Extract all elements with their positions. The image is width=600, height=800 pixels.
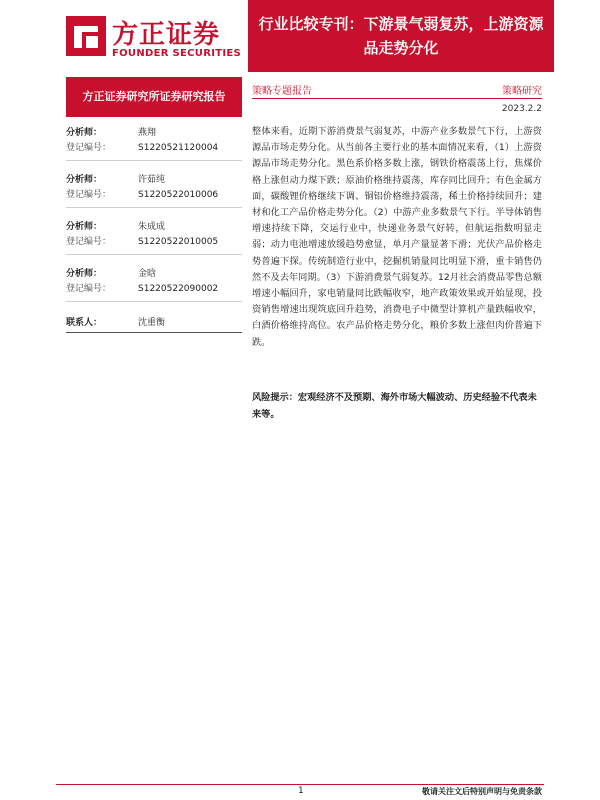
divider xyxy=(252,98,542,99)
analyst-role-label: 分析师： xyxy=(66,175,103,185)
summary-paragraph: 整体来看，近期下游消费景气弱复苏，中游产业多数景气下行，上游资源品市场走势分化。从当前各主要行业的基本面情况来看，（1）上游资源品市场走势分化。黑色系价格多数上涨，钢铁价格震荡上行，焦煤价格上涨但动力煤下跌；原油价格维持震荡，库存同比回升；有色金属方面，碳酸锂价格继续下调、铜铝价格维持震荡，稀土价格持续回升；建材和化工产品价格走势分化。（2）中游产业多数景气下行。半导体销售增速持续下降，交运行业中，快递业务景气好转，但航运指数明显走弱；动力电池增速放缓趋势愈显，单月产量显著下滑；光伏产品价格走势普遍下探。传统制造行业中，挖掘机销量同比明显下滑，重卡销售仍然不及去年同期。（3）下游消费景气弱复苏。12月社会消费品零售总额增速小幅回升，家电销量同比跌幅收窄，地产政策效果或开始显现，投资销售增速出现筑底回升趋势，消费电子中微型计算机产量跌幅收窄，白酒价格维持高位。农产品价格走势分化，粮价多数上涨但肉价普遍下跌。 xyxy=(252,126,542,348)
contact-row xyxy=(66,316,242,332)
analyst-role-label: 分析师： xyxy=(66,269,103,279)
registration-label: 登记编号： xyxy=(66,143,112,153)
analyst-block xyxy=(66,267,242,302)
logo-name-cn: 方正证券 xyxy=(112,20,221,50)
registration-number: S1220522010006 xyxy=(138,190,219,200)
analyst-role-label: 分析师： xyxy=(66,222,103,232)
divider xyxy=(66,332,242,333)
report-title-line-1: 行业比较专刊：下游景气弱复苏，上游资源 xyxy=(258,15,544,33)
registration-number: S1220521120004 xyxy=(138,143,219,153)
registration-number: S1220522090002 xyxy=(138,284,219,294)
footer-divider xyxy=(56,784,544,785)
risk-warning: 风险提示：宏观经济不及预期、海外市场大幅波动、历史经验不代表未来等。 xyxy=(252,392,537,420)
analyst-role-label: 分析师： xyxy=(66,128,103,138)
registration-number: S1220522010005 xyxy=(138,237,219,247)
analyst-block xyxy=(66,126,242,161)
page-number: 1 xyxy=(298,786,304,796)
report-category: 策略研究 xyxy=(502,86,542,97)
divider xyxy=(66,207,242,208)
analyst-name: 金晗 xyxy=(138,269,157,279)
founder-logo-icon xyxy=(66,16,106,56)
divider xyxy=(66,160,242,161)
report-date: 2023.2.2 xyxy=(501,104,542,114)
report-type: 策略专题报告 xyxy=(252,86,312,97)
report-title-line-2: 品走势分化 xyxy=(363,39,439,57)
logo-name-en: FOUNDER SECURITIES xyxy=(112,48,242,59)
analyst-block xyxy=(66,173,242,208)
divider xyxy=(66,301,242,302)
registration-label: 登记编号： xyxy=(66,237,112,247)
company-logo xyxy=(66,12,242,66)
disclaimer-notice: 敬请关注文后特别声明与免责条款 xyxy=(422,787,542,796)
contact-label: 联系人： xyxy=(66,318,103,328)
divider xyxy=(66,254,242,255)
contact-name: 沈重衡 xyxy=(138,318,166,328)
institute-banner: 方正证券研究所证券研究报告 xyxy=(66,77,242,117)
registration-label: 登记编号： xyxy=(66,284,112,294)
analyst-name: 燕翔 xyxy=(138,128,157,138)
report-title-banner xyxy=(248,0,554,72)
analyst-name: 许茹纯 xyxy=(138,175,166,185)
registration-label: 登记编号： xyxy=(66,190,112,200)
analyst-block xyxy=(66,220,242,255)
analyst-name: 朱成成 xyxy=(138,222,166,232)
